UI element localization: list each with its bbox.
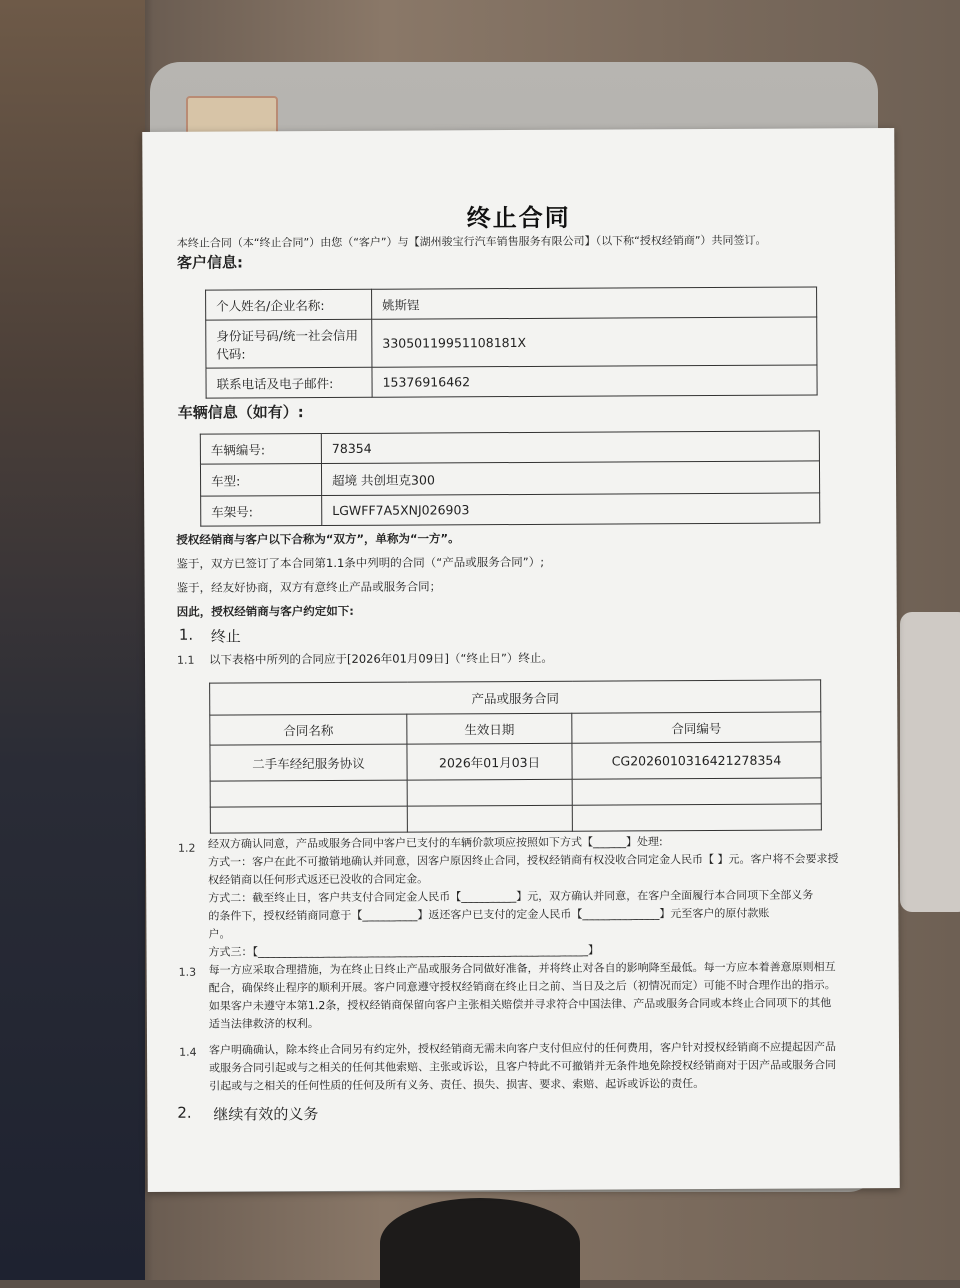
header-effective-date: 生效日期	[407, 713, 572, 744]
customer-label: 联系电话及电子邮件:	[206, 367, 372, 398]
clause-line: 或服务合同引起或与之相关的任何其他索赔、主张或诉讼，且客户特此不可撤销并无条件地免除授权经销商对于因产品或服务合同	[209, 1058, 837, 1075]
customer-value: 33050119951108181X	[372, 317, 817, 367]
table-row	[206, 365, 817, 398]
agreement-lead: 因此，授权经销商与客户约定如下:	[176, 603, 354, 619]
table-row	[201, 493, 820, 526]
header-contract-name: 合同名称	[210, 714, 407, 745]
clause-1-2-number: 1.2	[177, 841, 196, 855]
clause-line: 方式一：客户在此不可撤销地确认并同意，因客户原因终止合同，授权经销商有权没收合同定金人民币【 】元。客户将不会要求授	[208, 852, 839, 869]
section-2-title: 继续有效的义务	[213, 1105, 319, 1124]
cell-contract-name: 二手车经纪服务协议	[210, 744, 407, 781]
vehicle-label: 车辆编号:	[200, 434, 321, 465]
customer-value: 15376916462	[372, 365, 817, 397]
clause-1-1-number: 1.1	[176, 653, 195, 667]
customer-label: 个人姓名/企业名称:	[206, 289, 372, 320]
vehicle-value: 超境 共创坦克300	[321, 461, 819, 496]
clause-line: 方式二：截至终止日，客户共支付合同定金人民币【__________】元，双方确认并同意，在客户全面履行本合同项下全部义务	[208, 888, 814, 905]
recital-1: 鉴于，双方已签订了本合同第1.1条中列明的合同（“产品或服务合同”）;	[176, 554, 545, 571]
customer-value: 姚斯锃	[372, 287, 817, 319]
clause-1-1: 以下表格中所列的合同应于[2026年01月09日]（“终止日”）终止。	[208, 650, 553, 667]
document-title: 终止合同	[466, 203, 571, 233]
clause-line: 户。	[208, 927, 231, 941]
table-row	[200, 461, 819, 496]
intro-paragraph: 本终止合同（本“终止合同”）由您（“客户”）与【湖州骏宝行汽车销售服务有限公司】（以下称“授权经销商”）共同签订。	[176, 233, 767, 250]
section-1-title: 终止	[210, 627, 241, 646]
clause-1-3	[209, 958, 889, 1034]
vehicle-label: 车架号:	[201, 496, 322, 527]
clause-line: 方式三：【____________________________________________________________】	[208, 943, 600, 959]
clause-line: 配合，确保终止程序的顺利开展。客户同意遵守授权经销商在终止日之前、当日及之后（初情况而定）可能不时合理作出的指示。	[208, 978, 836, 995]
shoe	[380, 1198, 580, 1288]
clause-1-2	[208, 832, 889, 962]
recital-2: 鉴于，经友好协商，双方有意终止产品或服务合同；	[176, 579, 442, 595]
clause-1-4-number: 1.4	[179, 1045, 197, 1059]
table-row	[210, 680, 821, 715]
table-row	[210, 712, 821, 745]
vehicle-value: 78354	[321, 431, 819, 464]
clause-line: 如果客户未遵守本第1.2条，授权经销商保留向客户主张相关赔偿并寻求符合中国法律、产品或服务合同或本终止合同项下的其他	[208, 996, 832, 1013]
clause-line: 的条件下，授权经销商同意于【__________】返还客户已支付的定金人民币【______________】元至客户的原付款账	[208, 906, 770, 923]
table-row	[210, 804, 821, 833]
plastic-card	[900, 612, 960, 912]
cell-contract-number: CG2026010316421278354	[572, 742, 821, 779]
table-row	[200, 431, 819, 464]
vehicle-table	[200, 430, 820, 526]
clause-line: 客户明确确认，除本终止合同另有约定外，授权经销商无需未向客户支付但应付的任何费用，客户针对授权经销商不应提起因产品	[209, 1040, 837, 1057]
vehicle-heading: 车辆信息（如有）:	[177, 403, 304, 422]
product-table-caption: 产品或服务合同	[210, 680, 821, 715]
clause-1-4	[209, 1038, 889, 1096]
vehicle-label: 车型:	[200, 464, 321, 497]
section-2-number: 2.	[177, 1103, 192, 1122]
table-row	[206, 317, 817, 368]
customer-table	[205, 286, 818, 398]
table-row	[210, 742, 821, 781]
section-1-number: 1.	[178, 625, 194, 644]
clause-line: 权经销商以任何形式返还已没收的合同定金。	[208, 872, 429, 887]
contract-page	[142, 128, 900, 1192]
vehicle-value: LGWFF7A5XNJ026903	[322, 493, 820, 526]
table-row	[210, 778, 821, 807]
customer-label: 身份证号码/统一社会信用代码:	[206, 319, 372, 368]
party-definition: 授权经销商与客户以下合称为“双方”，单称为“一方”。	[176, 531, 460, 547]
table-row	[206, 287, 817, 320]
customer-heading: 客户信息:	[176, 253, 243, 272]
floor-background	[0, 0, 145, 1280]
product-table	[209, 679, 822, 833]
header-contract-number: 合同编号	[572, 712, 821, 743]
clause-line: 经双方确认同意，产品或服务合同中客户已支付的车辆价款项应按照如下方式【______】处理:	[207, 835, 663, 851]
clause-line: 每一方应采取合理措施，为在终止日终止产品或服务合同做好准备，并将终止对各自的影响降至最低。每一方应本着善意原则相互	[208, 960, 836, 977]
clause-1-3-number: 1.3	[178, 965, 197, 979]
clause-line: 引起或与之相关的任何性质的任何及所有义务、责任、损失、损害、要求、索赔、起诉或诉讼的责任。	[209, 1077, 705, 1093]
cell-effective-date: 2026年01月03日	[407, 743, 572, 780]
clause-line: 适当法律救济的权利。	[208, 1017, 319, 1031]
